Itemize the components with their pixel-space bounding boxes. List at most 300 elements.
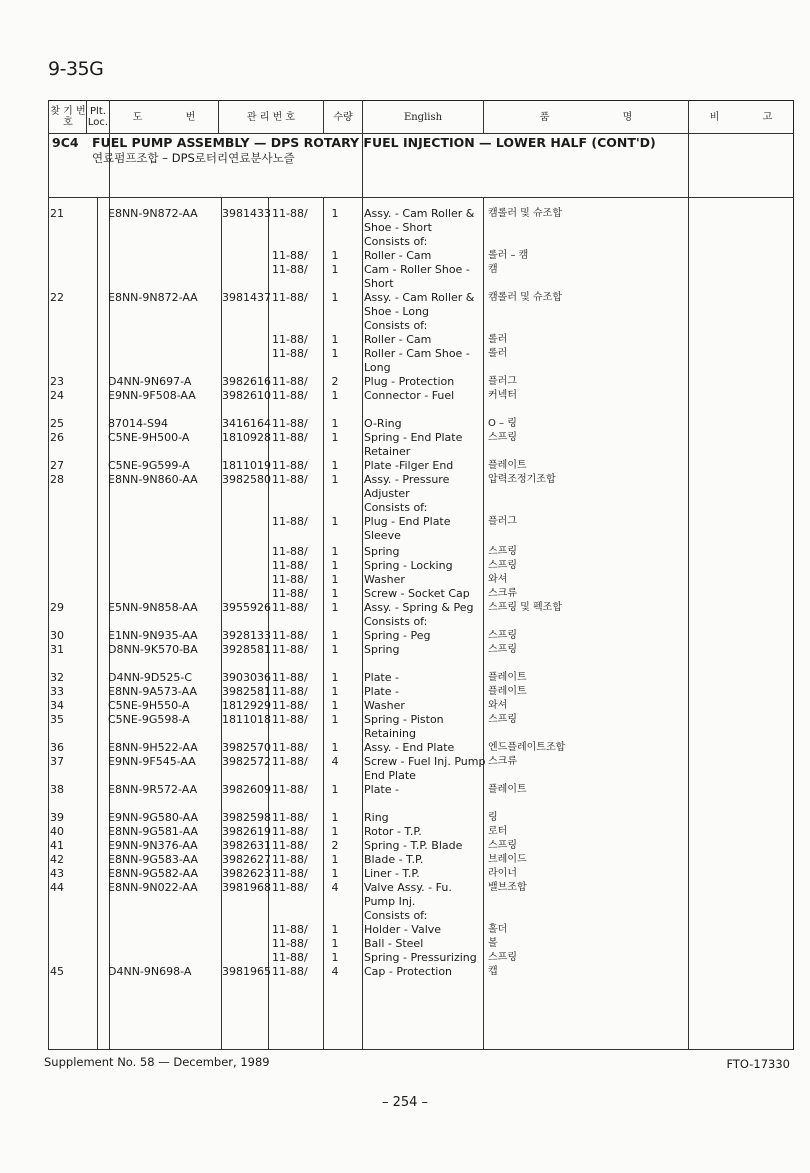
korean-name: 캠롤러 및 슈조합	[488, 208, 562, 219]
english-name: End Plate	[364, 769, 416, 782]
management-number: 1812929	[222, 699, 271, 712]
english-name: Spring - End Plate	[364, 431, 463, 444]
quantity: 1	[331, 741, 339, 754]
ref-no: 34	[50, 699, 64, 712]
part-number: E8NN-9R572-AA	[108, 783, 198, 796]
ref-no: 21	[50, 207, 64, 220]
quantity: 1	[331, 291, 339, 304]
table-row	[48, 375, 688, 389]
ref-no: 33	[50, 685, 64, 698]
quantity: 1	[331, 825, 339, 838]
ref-no: 36	[50, 741, 64, 754]
table-row	[48, 881, 688, 895]
english-name: Ring	[364, 811, 389, 824]
korean-name: O – 링	[488, 418, 517, 429]
english-name: Assy. - Cam Roller &	[364, 291, 475, 304]
english-name: Shoe - Long	[364, 305, 430, 318]
col-rule	[688, 100, 689, 1050]
korean-name: 와셔	[488, 574, 508, 585]
table-row	[48, 587, 688, 601]
effective-date: 11-88/	[272, 573, 308, 586]
korean-name: 스크류	[488, 588, 517, 599]
quantity: 1	[331, 249, 339, 262]
col-rule	[218, 100, 219, 133]
quantity: 1	[331, 853, 339, 866]
korean-name: 롤러 – 캠	[488, 250, 529, 261]
col-rule	[323, 100, 324, 133]
part-number: E8NN-9G582-AA	[108, 867, 198, 880]
effective-date: 11-88/	[272, 559, 308, 572]
english-name: Assy. - Cam Roller &	[364, 207, 475, 220]
english-name: Retaining	[364, 727, 417, 740]
management-number: 3982619	[222, 825, 271, 838]
table-row	[48, 291, 688, 305]
table-row	[48, 685, 688, 699]
table-row	[48, 545, 688, 559]
part-number: E5NN-9N858-AA	[108, 601, 198, 614]
quantity: 1	[331, 643, 339, 656]
col-rule	[86, 100, 87, 133]
quantity: 1	[331, 587, 339, 600]
management-number: 3416164	[222, 417, 271, 430]
effective-date: 11-88/	[272, 741, 308, 754]
korean-name: 볼	[488, 938, 498, 949]
ref-no: 27	[50, 459, 64, 472]
ref-no: 43	[50, 867, 64, 880]
management-number: 1810928	[222, 431, 271, 444]
quantity: 4	[331, 881, 339, 894]
table-row	[48, 235, 688, 249]
management-number: 3981433	[222, 207, 271, 220]
ref-no: 35	[50, 713, 64, 726]
table-row	[48, 713, 688, 727]
english-name: Valve Assy. - Fu.	[364, 881, 452, 894]
table-row	[48, 923, 688, 937]
quantity: 1	[331, 811, 339, 824]
section-title: FUEL PUMP ASSEMBLY — DPS ROTARY FUEL INJECTION — LOWER HALF (CONT'D)	[92, 135, 656, 150]
quantity: 1	[331, 783, 339, 796]
effective-date: 11-88/	[272, 853, 308, 866]
table-row	[48, 601, 688, 615]
quantity: 1	[331, 347, 339, 360]
english-name: Cam - Roller Shoe -	[364, 263, 470, 276]
english-name: Consists of:	[364, 615, 428, 628]
part-number: E8NN-9N022-AA	[108, 881, 198, 894]
english-name: Spring - Locking	[364, 559, 453, 572]
management-number: 3982572	[222, 755, 271, 768]
quantity: 4	[331, 755, 339, 768]
korean-name: 스프링	[488, 560, 517, 571]
section-title-korean: 연료펌프조합 – DPS로터리연료분사노즐	[92, 151, 295, 165]
effective-date: 11-88/	[272, 671, 308, 684]
form-number: FTO-17330	[726, 1057, 790, 1071]
quantity: 1	[331, 515, 339, 528]
korean-name: 라이너	[488, 868, 517, 879]
management-number: 1811018	[222, 713, 271, 726]
quantity: 4	[331, 965, 339, 978]
table-row	[48, 559, 688, 573]
english-name: Plug - Protection	[364, 375, 455, 388]
part-number: E8NN-9N872-AA	[108, 207, 198, 220]
part-number: D4NN-9D525-C	[108, 671, 193, 684]
ref-no: 29	[50, 601, 64, 614]
table-row	[48, 501, 688, 515]
english-name: Roller - Cam	[364, 249, 432, 262]
section-code: 9C4	[52, 135, 79, 150]
part-number: E8NN-9N860-AA	[108, 473, 198, 486]
table-row	[48, 431, 688, 445]
korean-name: 캠롤러 및 슈조합	[488, 292, 562, 303]
korean-name: 플레이트	[488, 784, 527, 795]
effective-date: 11-88/	[272, 643, 308, 656]
english-name: Washer	[364, 573, 405, 586]
table-row	[48, 741, 688, 755]
quantity: 1	[331, 923, 339, 936]
effective-date: 11-88/	[272, 923, 308, 936]
effective-date: 11-88/	[272, 249, 308, 262]
quantity: 1	[331, 473, 339, 486]
ref-no: 32	[50, 671, 64, 684]
effective-date: 11-88/	[272, 811, 308, 824]
part-number: E8NN-9N872-AA	[108, 291, 198, 304]
quantity: 1	[331, 389, 339, 402]
supplement-note: Supplement No. 58 — December, 1989	[44, 1055, 270, 1069]
part-number: C5NE-9G598-A	[108, 713, 190, 726]
ref-no: 42	[50, 853, 64, 866]
korean-name: 플레이트	[488, 686, 527, 697]
table-row	[48, 487, 688, 501]
part-number: E8NN-9A573-AA	[108, 685, 197, 698]
management-number: 3982627	[222, 853, 271, 866]
quantity: 1	[331, 333, 339, 346]
page-number: – 254 –	[381, 1095, 429, 1110]
english-name: Washer	[364, 699, 405, 712]
english-name: Holder - Valve	[364, 923, 442, 936]
english-name: Screw - Fuel Inj. Pump	[364, 755, 486, 768]
korean-name: 스프링	[488, 714, 517, 725]
part-number: E9NN-9G580-AA	[108, 811, 198, 824]
quantity: 1	[331, 937, 339, 950]
ref-no: 39	[50, 811, 64, 824]
management-number: 3982609	[222, 783, 271, 796]
quantity: 1	[331, 573, 339, 586]
table-row	[48, 867, 688, 881]
management-number: 3981965	[222, 965, 271, 978]
effective-date: 11-88/	[272, 263, 308, 276]
english-name: Roller - Cam Shoe -	[364, 347, 470, 360]
effective-date: 11-88/	[272, 389, 308, 402]
english-name: Consists of:	[364, 501, 428, 514]
english-name: Plate -	[364, 783, 399, 796]
part-number: E8NN-9H522-AA	[108, 741, 198, 754]
english-name: Spring	[364, 643, 400, 656]
english-name: Pump Inj.	[364, 895, 416, 908]
ref-no: 30	[50, 629, 64, 642]
effective-date: 11-88/	[272, 417, 308, 430]
korean-name: 플러그	[488, 376, 517, 387]
english-name: Blade - T.P.	[364, 853, 424, 866]
table-row	[48, 699, 688, 713]
effective-date: 11-88/	[272, 951, 308, 964]
quantity: 1	[331, 431, 339, 444]
ref-no: 45	[50, 965, 64, 978]
section-title-row	[52, 135, 656, 150]
ref-no: 44	[50, 881, 64, 894]
ref-no: 40	[50, 825, 64, 838]
english-name: Plug - End Plate	[364, 515, 451, 528]
korean-name: 링	[488, 812, 498, 823]
effective-date: 11-88/	[272, 473, 308, 486]
effective-date: 11-88/	[272, 587, 308, 600]
management-number: 3982610	[222, 389, 271, 402]
quantity: 2	[331, 839, 339, 852]
effective-date: 11-88/	[272, 545, 308, 558]
header-remarks: 비 고	[709, 111, 773, 123]
table-row	[48, 909, 688, 923]
english-name: Consists of:	[364, 235, 428, 248]
english-name: Plate -	[364, 685, 399, 698]
ref-no: 31	[50, 643, 64, 656]
ref-no: 22	[50, 291, 64, 304]
part-number: E1NN-9N935-AA	[108, 629, 198, 642]
ref-no: 37	[50, 755, 64, 768]
management-number: 3982580	[222, 473, 271, 486]
effective-date: 11-88/	[272, 881, 308, 894]
table-row	[48, 347, 688, 361]
korean-name: 홀더	[488, 924, 508, 935]
korean-name: 스프링	[488, 546, 517, 557]
management-number: 3982623	[222, 867, 271, 880]
english-name: Consists of:	[364, 909, 428, 922]
english-name: Spring - Peg	[364, 629, 431, 642]
table-row	[48, 629, 688, 643]
ref-no: 38	[50, 783, 64, 796]
table-row	[48, 305, 688, 319]
korean-name: 압력조정기조합	[488, 474, 556, 485]
table-row	[48, 671, 688, 685]
korean-name: 스프링	[488, 432, 517, 443]
english-name: Assy. - End Plate	[364, 741, 455, 754]
effective-date: 11-88/	[272, 699, 308, 712]
korean-name: 와셔	[488, 700, 508, 711]
quantity: 1	[331, 545, 339, 558]
english-name: Roller - Cam	[364, 333, 432, 346]
header-mgmt-no: 관 리 번 호	[246, 111, 296, 123]
header-korean: 품 명	[539, 111, 633, 123]
table-row	[48, 361, 688, 375]
table-row	[48, 249, 688, 263]
english-name: O-Ring	[364, 417, 402, 430]
effective-date: 11-88/	[272, 207, 308, 220]
quantity: 1	[331, 671, 339, 684]
english-name: Shoe - Short	[364, 221, 432, 234]
quantity: 2	[331, 375, 339, 388]
table-row	[48, 615, 688, 629]
korean-name: 로터	[488, 826, 508, 837]
table-row	[48, 783, 688, 797]
part-number: C5NE-9G599-A	[108, 459, 190, 472]
management-number: 3928133	[222, 629, 271, 642]
korean-name: 스프링 및 펙조합	[488, 602, 562, 613]
table-row	[48, 473, 688, 487]
effective-date: 11-88/	[272, 965, 308, 978]
ref-no: 28	[50, 473, 64, 486]
table-row	[48, 459, 688, 473]
effective-date: 11-88/	[272, 291, 308, 304]
table-row	[48, 755, 688, 769]
quantity: 1	[331, 559, 339, 572]
quantity: 1	[331, 713, 339, 726]
management-number: 3982616	[222, 375, 271, 388]
part-number: C5NE-9H500-A	[108, 431, 190, 444]
korean-name: 스프링	[488, 644, 517, 655]
effective-date: 11-88/	[272, 937, 308, 950]
part-number: E9NN-9F508-AA	[108, 389, 196, 402]
korean-name: 플레이트	[488, 672, 527, 683]
quantity: 1	[331, 207, 339, 220]
effective-date: 11-88/	[272, 867, 308, 880]
korean-name: 캡	[488, 966, 498, 977]
english-name: Sleeve	[364, 529, 401, 542]
effective-date: 11-88/	[272, 713, 308, 726]
table-row	[48, 333, 688, 347]
english-name: Rotor - T.P.	[364, 825, 422, 838]
english-name: Assy. - Pressure	[364, 473, 450, 486]
part-number: E8NN-9G581-AA	[108, 825, 198, 838]
part-number: D8NN-9K570-BA	[108, 643, 198, 656]
table-row	[48, 389, 688, 403]
english-name: Consists of:	[364, 319, 428, 332]
korean-name: 밸브조합	[488, 882, 527, 893]
part-number: D4NN-9N697-A	[108, 375, 192, 388]
section-bottom-rule	[48, 197, 794, 198]
english-name: Ball - Steel	[364, 937, 424, 950]
quantity: 1	[331, 263, 339, 276]
management-number: 3903036	[222, 671, 271, 684]
table-row	[48, 853, 688, 867]
english-name: Short	[364, 277, 394, 290]
effective-date: 11-88/	[272, 825, 308, 838]
english-name: Long	[364, 361, 391, 374]
english-name: Liner - T.P.	[364, 867, 420, 880]
table-row	[48, 573, 688, 587]
effective-date: 11-88/	[272, 431, 308, 444]
korean-name: 플러그	[488, 516, 517, 527]
quantity: 1	[331, 699, 339, 712]
korean-name: 스프링	[488, 952, 517, 963]
korean-name: 스크류	[488, 756, 517, 767]
effective-date: 11-88/	[272, 629, 308, 642]
table-row	[48, 839, 688, 853]
table-row	[48, 643, 688, 657]
korean-name: 커넥터	[488, 390, 517, 401]
part-number: E9NN-9F545-AA	[108, 755, 196, 768]
table-row	[48, 965, 688, 979]
effective-date: 11-88/	[272, 685, 308, 698]
part-number: C5NE-9H550-A	[108, 699, 190, 712]
management-number: 3982631	[222, 839, 271, 852]
english-name: Spring - T.P. Blade	[364, 839, 463, 852]
quantity: 1	[331, 685, 339, 698]
col-rule	[483, 100, 484, 133]
header-ref-no: 찾 기 번 호	[50, 106, 86, 128]
table-row	[48, 417, 688, 431]
page-code: 9-35G	[48, 58, 104, 80]
management-number: 3981437	[222, 291, 271, 304]
effective-date: 11-88/	[272, 333, 308, 346]
korean-name: 플레이트	[488, 460, 527, 471]
korean-name: 캠	[488, 264, 498, 275]
table-row	[48, 529, 688, 543]
table-row	[48, 937, 688, 951]
part-number: 87014-S94	[108, 417, 168, 430]
english-name: Adjuster	[364, 487, 410, 500]
english-name: Spring - Pressurizing	[364, 951, 477, 964]
effective-date: 11-88/	[272, 839, 308, 852]
part-number: E9NN-9N376-AA	[108, 839, 198, 852]
table-row	[48, 515, 688, 529]
english-name: Cap - Protection	[364, 965, 453, 978]
effective-date: 11-88/	[272, 515, 308, 528]
part-number: E8NN-9G583-AA	[108, 853, 198, 866]
table-row	[48, 319, 688, 333]
quantity: 1	[331, 459, 339, 472]
effective-date: 11-88/	[272, 601, 308, 614]
management-number: 1811019	[222, 459, 271, 472]
table-row	[48, 727, 688, 741]
effective-date: 11-88/	[272, 783, 308, 796]
quantity: 1	[331, 867, 339, 880]
table-row	[48, 277, 688, 291]
english-name: Retainer	[364, 445, 411, 458]
ref-no: 24	[50, 389, 64, 402]
effective-date: 11-88/	[272, 755, 308, 768]
korean-name: 브레이드	[488, 854, 527, 865]
ref-no: 41	[50, 839, 64, 852]
ref-no: 23	[50, 375, 64, 388]
header-bottom-rule	[48, 133, 794, 134]
korean-name: 엔드플레이트조합	[488, 742, 566, 753]
management-number: 3982581	[222, 685, 271, 698]
korean-name: 스프링	[488, 840, 517, 851]
part-number: D4NN-9N698-A	[108, 965, 192, 978]
english-name: Screw - Socket Cap	[364, 587, 470, 600]
management-number: 3928581	[222, 643, 271, 656]
header-english: English	[403, 111, 443, 123]
korean-name: 롤러	[488, 334, 508, 345]
table-row	[48, 207, 688, 221]
quantity: 1	[331, 951, 339, 964]
table-row	[48, 263, 688, 277]
table-row	[48, 221, 688, 235]
ref-no: 25	[50, 417, 64, 430]
english-name: Assy. - Spring & Peg	[364, 601, 474, 614]
quantity: 1	[331, 417, 339, 430]
english-name: Connector - Fuel	[364, 389, 455, 402]
table-row	[48, 895, 688, 909]
header-qty: 수량	[333, 111, 353, 123]
effective-date: 11-88/	[272, 375, 308, 388]
table-row	[48, 825, 688, 839]
quantity: 1	[331, 629, 339, 642]
table-row	[48, 811, 688, 825]
management-number: 3982570	[222, 741, 271, 754]
english-name: Plate -Filger End	[364, 459, 454, 472]
header-plt-loc: Plt. Loc.	[87, 106, 109, 128]
korean-name: 스프링	[488, 630, 517, 641]
management-number: 3981968	[222, 881, 271, 894]
english-name: Spring - Piston	[364, 713, 444, 726]
